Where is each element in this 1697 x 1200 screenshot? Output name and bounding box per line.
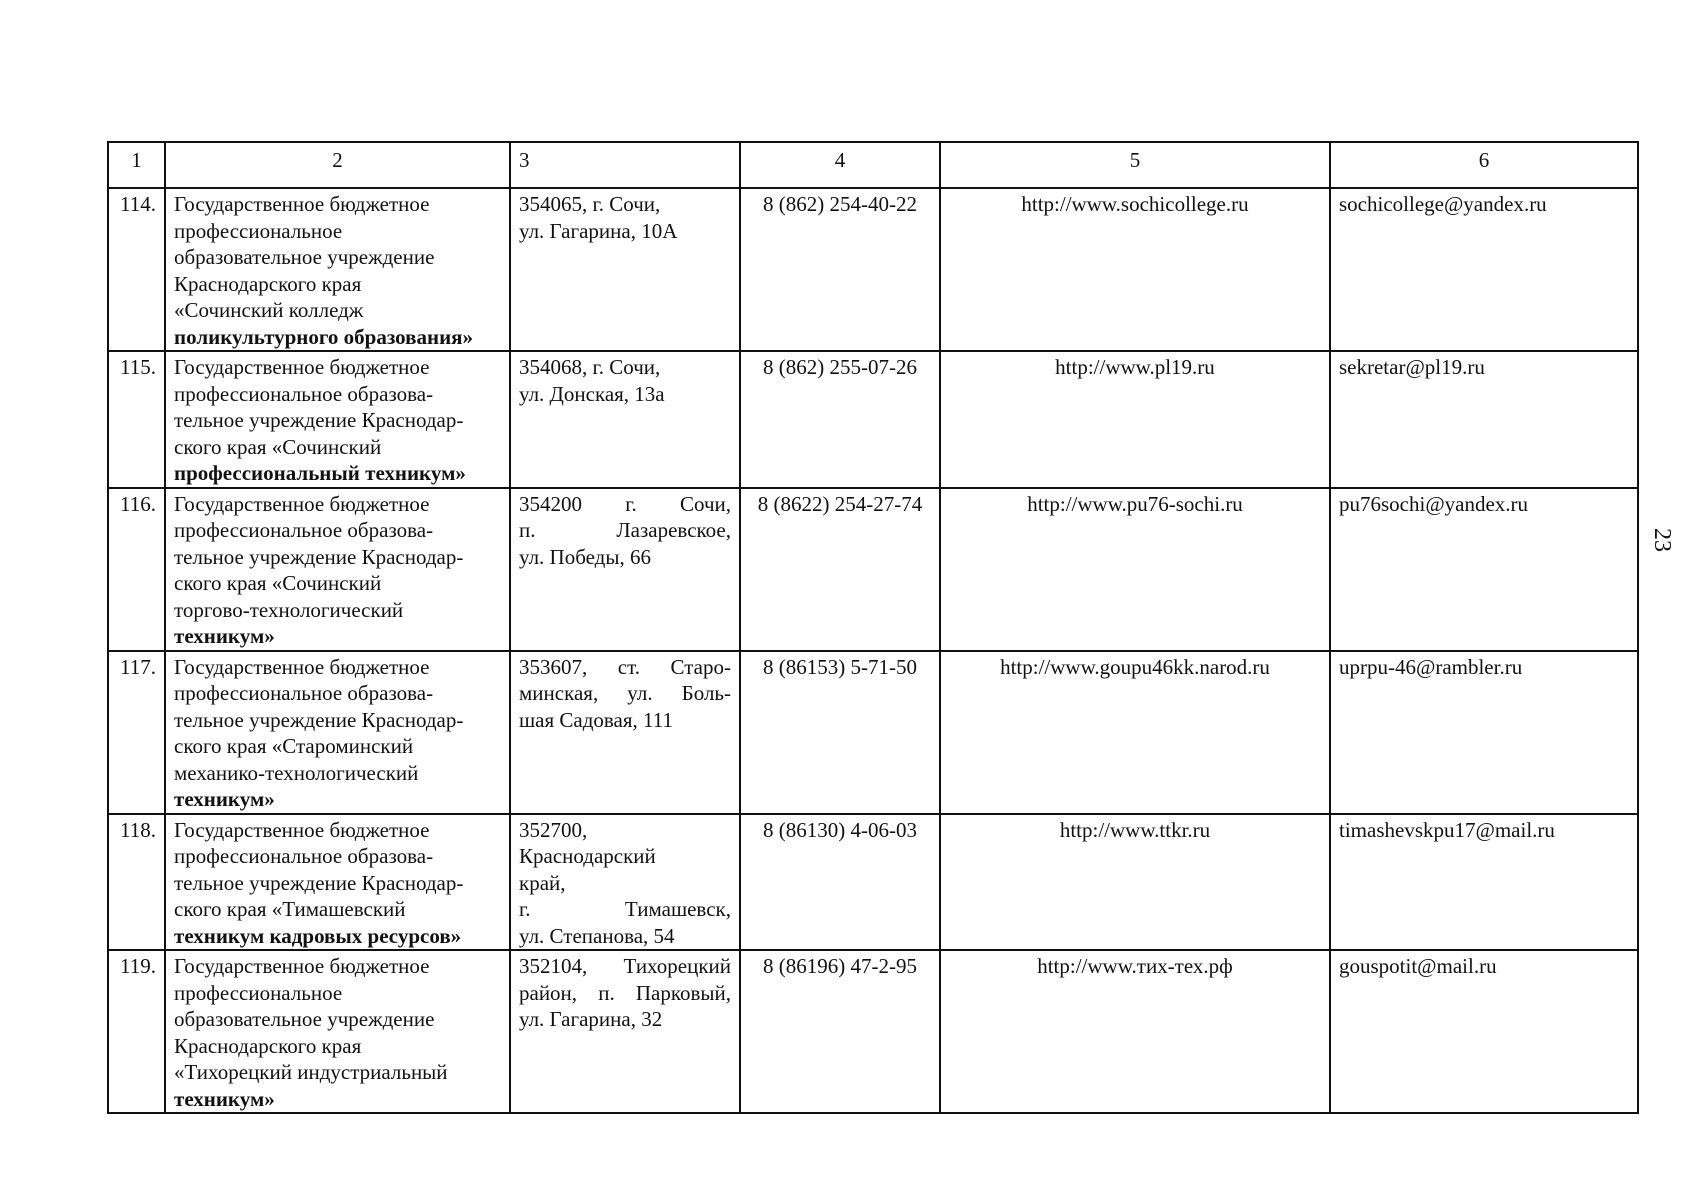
address-line: п. Лазаревское,	[519, 518, 731, 542]
address-line: ул. Донская, 13а	[519, 381, 665, 406]
address-cell	[510, 188, 740, 351]
name-line: профессиональное	[174, 218, 343, 243]
name-line: Государственное бюджетное	[174, 491, 430, 516]
address-line: ул. Гагарина, 10А	[519, 218, 678, 243]
institution-name	[165, 351, 510, 488]
header-cell-address: 3	[510, 142, 740, 188]
website-link[interactable]: http://www.goupu46kk.narod.ru	[940, 651, 1330, 814]
table-row	[108, 488, 1638, 651]
name-line: профессиональный техникум»	[174, 461, 466, 485]
name-line: образовательное учреждение	[174, 245, 435, 269]
name-line: тельное учреждение Краснодар-	[174, 544, 464, 569]
address-line: край,	[519, 870, 566, 895]
website-link[interactable]: http://www.тих-тех.рф	[940, 950, 1330, 1113]
table-header-row	[108, 142, 1638, 188]
address-cell	[510, 950, 740, 1113]
phone-cell: 8 (8622) 254-27-74	[740, 488, 940, 651]
phone-cell: 8 (86130) 4-06-03	[740, 814, 940, 951]
email-link[interactable]: sochicollege@yandex.ru	[1330, 188, 1638, 351]
address-line: 352104, Тихорецкий	[519, 954, 731, 978]
address-line: ул. Победы, 66	[519, 544, 651, 569]
name-line: «Тихорецкий индустриальный	[174, 1060, 448, 1084]
name-line: ского края «Тимашевский	[174, 897, 406, 921]
header-cell-number: 1	[108, 142, 165, 188]
website-link[interactable]: http://www.sochicollege.ru	[940, 188, 1330, 351]
address-line: 353607, ст. Старо-	[519, 654, 731, 679]
name-line: поликультурного образования»	[174, 324, 474, 349]
address-line: ул. Степанова, 54	[519, 923, 675, 948]
row-number: 114.	[108, 188, 165, 351]
phone-cell: 8 (86153) 5-71-50	[740, 651, 940, 814]
name-line: профессиональное	[174, 980, 343, 1005]
name-line: «Сочинский колледж	[174, 298, 364, 322]
name-line: Государственное бюджетное	[174, 654, 430, 679]
name-line: техникум»	[174, 787, 275, 811]
email-link[interactable]: timashevskpu17@mail.ru	[1330, 814, 1638, 951]
address-cell	[510, 651, 740, 814]
name-line: профессиональное образова-	[174, 844, 434, 868]
address-line: шая Садовая, 111	[519, 707, 673, 732]
address-line: район, п. Парковый,	[519, 980, 731, 1005]
institutions-table	[107, 141, 1639, 1114]
institution-name	[165, 488, 510, 651]
name-line: Государственное бюджетное	[174, 192, 430, 216]
website-link[interactable]: http://www.ttkr.ru	[940, 814, 1330, 951]
row-number: 117.	[108, 651, 165, 814]
phone-cell: 8 (862) 255-07-26	[740, 351, 940, 488]
address-line: 352700,	[519, 817, 588, 842]
address-line: минская, ул. Боль-	[519, 681, 731, 705]
page-number: 23	[1649, 528, 1675, 552]
table-row	[108, 950, 1638, 1113]
address-cell	[510, 488, 740, 651]
address-cell	[510, 351, 740, 488]
address-line: ул. Гагарина, 32	[519, 1007, 663, 1031]
address-line: 354200 г. Сочи,	[519, 491, 731, 516]
name-line: профессиональное образова-	[174, 381, 434, 406]
name-line: механико-технологический	[174, 760, 419, 785]
name-line: техникум кадровых ресурсов»	[174, 923, 462, 948]
institution-name	[165, 651, 510, 814]
email-link[interactable]: uprpu-46@rambler.ru	[1330, 651, 1638, 814]
email-link[interactable]: gouspotit@mail.ru	[1330, 950, 1638, 1113]
phone-cell: 8 (862) 254-40-22	[740, 188, 940, 351]
website-link[interactable]: http://www.pl19.ru	[940, 351, 1330, 488]
table-row	[108, 814, 1638, 951]
name-line: Государственное бюджетное	[174, 817, 430, 842]
phone-cell: 8 (86196) 47-2-95	[740, 950, 940, 1113]
name-line: ского края «Сочинский	[174, 434, 382, 459]
row-number: 116.	[108, 488, 165, 651]
table-row	[108, 188, 1638, 351]
table-row	[108, 651, 1638, 814]
email-link[interactable]: sekretar@pl19.ru	[1330, 351, 1638, 488]
website-link[interactable]: http://www.pu76-sochi.ru	[940, 488, 1330, 651]
row-number: 118.	[108, 814, 165, 951]
name-line: техникум»	[174, 624, 275, 648]
row-number: 115.	[108, 351, 165, 488]
institution-name	[165, 188, 510, 351]
name-line: техникум»	[174, 1086, 275, 1111]
name-line: Краснодарского края	[174, 1033, 362, 1058]
address-line: 354065, г. Сочи,	[519, 192, 661, 216]
name-line: образовательное учреждение	[174, 1007, 435, 1031]
address-line: г. Тимашевск,	[519, 897, 731, 921]
name-line: профессиональное образова-	[174, 681, 434, 705]
institution-name	[165, 950, 510, 1113]
table-row	[108, 351, 1638, 488]
header-cell-website: 5	[940, 142, 1330, 188]
row-number: 119.	[108, 950, 165, 1113]
name-line: Краснодарского края	[174, 271, 362, 296]
name-line: ского края «Сочинский	[174, 571, 382, 595]
header-cell-email: 6	[1330, 142, 1638, 188]
name-line: Государственное бюджетное	[174, 954, 430, 978]
name-line: тельное учреждение Краснодар-	[174, 408, 464, 432]
name-line: ского края «Староминский	[174, 734, 414, 758]
name-line: Государственное бюджетное	[174, 355, 430, 379]
email-link[interactable]: pu76sochi@yandex.ru	[1330, 488, 1638, 651]
institution-name	[165, 814, 510, 951]
name-line: торгово-технологический	[174, 597, 404, 622]
name-line: профессиональное образова-	[174, 518, 434, 542]
address-line: 354068, г. Сочи,	[519, 355, 661, 379]
name-line: тельное учреждение Краснодар-	[174, 870, 464, 895]
header-cell-phone: 4	[740, 142, 940, 188]
name-line: тельное учреждение Краснодар-	[174, 707, 464, 732]
header-cell-name: 2	[165, 142, 510, 188]
address-line: Краснодарский	[519, 844, 656, 868]
address-cell	[510, 814, 740, 951]
